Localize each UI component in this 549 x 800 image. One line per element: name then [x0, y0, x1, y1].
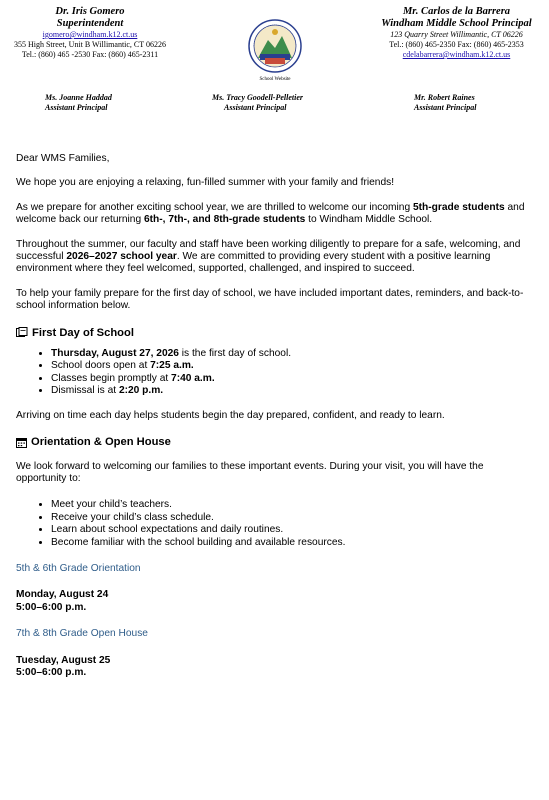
- superintendent-name: Dr. Iris Gomero: [55, 6, 125, 17]
- event-date-open-house: Tuesday, August 25: [16, 654, 111, 666]
- principal-name: Mr. Carlos de la Barrera: [402, 6, 511, 17]
- calendar-icon: [16, 437, 27, 448]
- event-title-orientation: 5th & 6th Grade Orientation: [16, 562, 141, 574]
- list-item: • School doors open at 7:25 a.m.: [51, 360, 528, 372]
- school-seal-logo[interactable]: [248, 18, 302, 76]
- paragraph-3: Throughout the summer, our faculty and staff have been working diligently to prepare for a safe, welcoming, and successful 2026–2027 school year. We are committed to providing every student with a positive learning environment where they feel welcomed, supported, challenged, and inspired to succeed.: [16, 238, 521, 275]
- event-time-open-house: 5:00–6:00 p.m.: [16, 666, 87, 678]
- event-time-orientation: 5:00–6:00 p.m.: [16, 601, 87, 613]
- assistant-principal-3: [414, 93, 476, 113]
- list-item: • Thursday, August 27, 2026 is the first day of school.: [51, 348, 528, 360]
- school-phone: Tel.: (860) 465-2350 Fax: (860) 465-2353: [389, 40, 524, 49]
- arrival-note: Arriving on time each day helps students begin the day prepared, confident, and ready to learn.: [16, 409, 445, 421]
- list-item: • Receive your child’s class schedule.: [51, 512, 528, 524]
- assistant-principal-1: [45, 93, 112, 113]
- letter-body: [16, 153, 528, 679]
- calendar-tearoff-icon: [16, 327, 28, 338]
- superintendent-email-link[interactable]: igomero@windham.k12.ct.us: [42, 30, 138, 39]
- section-heading-orientation: Orientation & Open House: [16, 436, 528, 448]
- ap-name: Ms. Tracy Goodell-Pelletier: [212, 93, 304, 102]
- list-item: • Learn about school expectations and daily routines.: [51, 524, 528, 536]
- superintendent-title: Superintendent: [56, 18, 124, 29]
- assistant-principal-2: [212, 93, 303, 113]
- orientation-list: [16, 499, 528, 549]
- list-item: • Dismissal is at 2:20 p.m.: [51, 385, 528, 397]
- list-item: • Become familiar with the school building and available resources.: [51, 537, 528, 549]
- list-item: • Classes begin promptly at 7:40 a.m.: [51, 373, 528, 385]
- ap-name: Mr. Robert Raines: [414, 93, 475, 102]
- district-phone: Tel.: (860) 465 -2530 Fax: (860) 465-2311: [21, 50, 159, 59]
- first-day-list: [16, 348, 528, 398]
- ap-title: Assistant Principal: [414, 103, 477, 112]
- ap-title: Assistant Principal: [224, 103, 287, 112]
- principal-block: [364, 6, 549, 60]
- list-item: • Meet your child’s teachers.: [51, 499, 528, 511]
- district-address: 355 High Street, Unit B Willimantic, CT 06226: [13, 40, 167, 49]
- paragraph-1: We hope you are enjoying a relaxing, fun-filled summer with your family and friends!: [16, 177, 395, 189]
- section-heading-first-day: First Day of School: [16, 327, 528, 339]
- superintendent-block: [0, 6, 180, 60]
- paragraph-2: As we prepare for another exciting school year, we are thrilled to welcome our incoming 5th-grade students and welcome back our returning 6th-, 7th-, and 8th-grade students to Windham Middle School.: [16, 201, 525, 226]
- principal-title: Windham Middle School Principal: [381, 18, 532, 29]
- ap-title: Assistant Principal: [45, 103, 108, 112]
- greeting: Dear WMS Families,: [16, 153, 110, 164]
- paragraph-4: To help your family prepare for the first day of school, we have included important dates, reminders, and back-to-school information below.: [16, 287, 524, 312]
- school-address: 123 Quarry Street Willimantic, CT 06226: [390, 30, 523, 39]
- school-logo-block[interactable]: [242, 18, 308, 83]
- event-date-orientation: Monday, August 24: [16, 589, 109, 601]
- event-title-open-house: 7th & 8th Grade Open House: [16, 628, 148, 640]
- principal-email-link[interactable]: cdelabarrera@windham.k12.ct.us: [402, 50, 511, 59]
- logo-caption: School Website: [259, 77, 291, 82]
- ap-name: Ms. Joanne Haddad: [45, 93, 112, 102]
- orientation-intro: We look forward to welcoming our families to these important events. During your visit, you will have the opportunity to:: [16, 460, 484, 484]
